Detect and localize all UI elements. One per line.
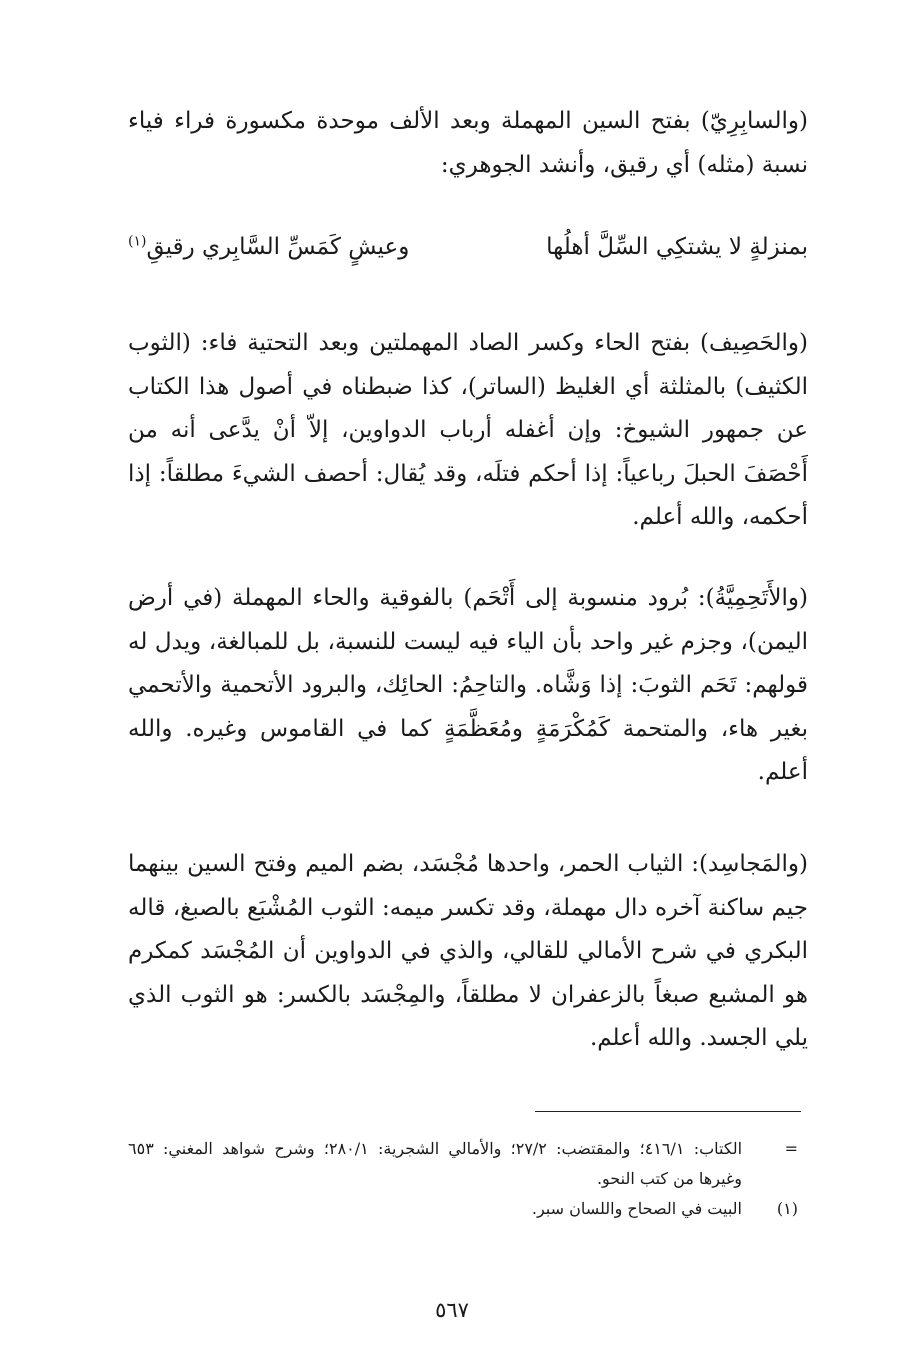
paragraph-text: (والأَتَحِمِيَّةُ): بُرود منسوبة إلى أَتْحَم) بالفوقية والحاء المهملة (في أرض اليمن)، وجزم غير واحد بأن الياء فيه ليست للنسبة، بل للمبالغة، ويدل له قولهم: تَحَم الثوبَ: إذا وَشَّاه. والتاحِمُ: الحائِك، والبرود الأتحمية والأتحمي بغير هاء، والمتحمة كَمُكْرَمَةٍ ومُعَظَّمَةٍ كما في القاموس وغيره. والله أعلم.	[128, 585, 808, 785]
verse-second-hemistich-wrap	[128, 225, 409, 269]
paragraph-text: (والحَصِيف) بفتح الحاء وكسر الصاد المهملتين وبعد التحتية فاء: (الثوب الكثيف) بالمثلثة أي الغليظ (الساتر)، كذا ضبطناه في أصول هذا الكتاب عن جمهور الشيوخ: وإن أغفله أرباب الدواوين، إلاّ أنْ يدَّعى أنه من أَحْصَفَ الحبلَ رباعياً: إذا أحكم فتلَه، وقد يُقال: أحصف الشيءَ مطلقاً: إذا أحكمه، والله أعلم.	[128, 330, 808, 530]
footnote-label: =	[784, 1139, 798, 1158]
footnote-1	[128, 1194, 808, 1224]
verse-first-hemistich: بمنزلةٍ لا يشتكِي السِّلَّ أهلُها	[546, 234, 808, 260]
footnote-marker: (١)	[128, 233, 147, 250]
footnote-label: (١)	[776, 1199, 798, 1218]
footnote-separator	[535, 1111, 801, 1112]
poetry-verse	[128, 225, 808, 269]
paragraph-atahimiyya	[128, 577, 808, 795]
paragraph-text: (والسابِرِيّ) بفتح السين المهملة وبعد الألف موحدة مكسورة فراء فياء نسبة (مثله) أي رقيق، وأنشد الجوهري:	[128, 108, 808, 178]
verse-second-hemistich: وعيشٍ كَمَسِّ السَّابِري رقيقِ	[146, 234, 410, 260]
footnote-text: البيت في الصحاح واللسان سبر.	[531, 1199, 742, 1218]
paragraph-sabiri	[128, 100, 808, 187]
paragraph-hasif	[128, 322, 808, 540]
page-number: ٥٦٧	[435, 1298, 469, 1322]
footnotes	[128, 1134, 808, 1224]
paragraph-text: (والمَجاسِد): الثياب الحمر، واحدها مُجْسَد، بضم الميم وفتح السين بينهما جيم ساكنة آخره دال مهملة، وقد تكسر ميمه: الثوب المُشْبَع بالصبغ، قاله البكري في شرح الأمالي للقالي، والذي في الدواوين أن المُجْسَد كمكرم هو المشبع صبغاً بالزعفران لا مطلقاً، والمِجْسَد بالكسر: هو الثوب الذي يلي الجسد. والله أعلم.	[128, 851, 808, 1051]
footnote-text: الكتاب: ٤١٦/١؛ والمقتضب: ٢٧/٢؛ والأمالي الشجرية: ٢٨٠/١؛ وشرح شواهد المغني: ٦٥٣ وغيرها من كتب النحو.	[128, 1139, 743, 1188]
paragraph-majasid	[128, 843, 808, 1061]
footnote-continuation	[128, 1134, 808, 1194]
